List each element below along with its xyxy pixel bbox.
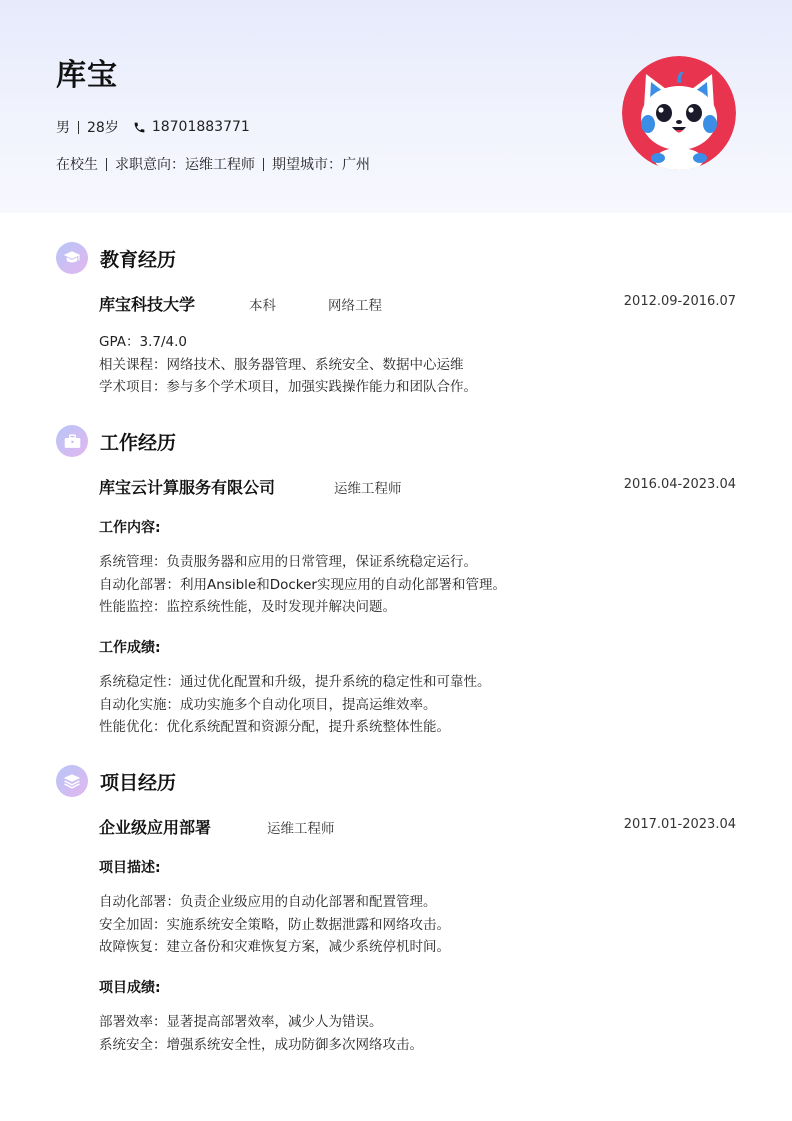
briefcase-icon: [56, 425, 88, 457]
list-item: 自动化实施：成功实施多个自动化项目，提高运维效率。: [99, 696, 437, 713]
candidate-name: 库宝: [56, 58, 118, 93]
avatar: [622, 56, 736, 170]
major: 网络工程: [328, 298, 382, 314]
list-item: 性能优化：优化系统配置和资源分配，提升系统整体性能。: [99, 719, 450, 735]
divider: [78, 121, 79, 134]
graduation-cap-icon: [56, 242, 88, 274]
work-entry-header: [99, 475, 736, 499]
age: 28岁: [87, 120, 119, 136]
list-item: 系统管理：负责服务器和应用的日常管理，保证系统稳定运行。: [99, 554, 477, 570]
school-name: 库宝科技大学: [99, 295, 196, 314]
project-results: [99, 1011, 423, 1056]
list-item: 安全加固：实施系统安全策略，防止数据泄露和网络攻击。: [99, 916, 450, 933]
list-item: GPA：3.7/4.0: [99, 334, 187, 350]
education-section-title: [56, 242, 176, 274]
work-results: [99, 671, 491, 739]
degree: 本科: [249, 298, 276, 314]
section-heading: 工作经历: [100, 431, 177, 454]
education-entry-header: [99, 292, 736, 316]
job-title: 运维工程师: [334, 481, 402, 497]
divider: [106, 158, 107, 171]
project-role: 运维工程师: [267, 821, 335, 837]
project-description-heading: 项目描述:: [99, 860, 161, 876]
project-results-heading: 项目成绩:: [99, 980, 161, 996]
work-section-title: [56, 425, 176, 457]
list-item: 系统稳定性：通过优化配置和升级，提升系统的稳定性和可靠性。: [99, 674, 491, 690]
basic-info-line: [56, 117, 250, 137]
list-item: 自动化部署：负责企业级应用的自动化部署和配置管理。: [99, 894, 437, 910]
layers-icon: [56, 765, 88, 797]
resume-header: [0, 0, 792, 213]
project-date: 2017.01-2023.04: [623, 817, 736, 832]
project-name: 企业级应用部署: [99, 818, 212, 837]
work-content: [99, 551, 506, 619]
list-item: 故障恢复：建立备份和灾难恢复方案，减少系统停机时间。: [99, 939, 450, 955]
company-name: 库宝云计算服务有限公司: [99, 478, 276, 497]
phone-number: 18701883771: [151, 119, 250, 135]
project-section-title: [56, 765, 176, 797]
list-item: 部署效率：显著提高部署效率，减少人为错误。: [99, 1014, 383, 1030]
education-details: [99, 331, 477, 399]
work-date: 2016.04-2023.04: [623, 477, 736, 492]
education-date: 2012.09-2016.07: [623, 294, 736, 309]
gender: 男: [56, 120, 70, 136]
list-item: 学术项目：参与多个学术项目，加强实践操作能力和团队合作。: [99, 379, 477, 395]
section-heading: 项目经历: [100, 771, 177, 794]
work-content-heading: 工作内容:: [99, 520, 161, 536]
project-entry-header: [99, 815, 736, 839]
expected-city: 期望城市：广州: [272, 157, 370, 173]
work-results-heading: 工作成绩:: [99, 640, 161, 656]
list-item: 性能监控：监控系统性能，及时发现并解决问题。: [99, 599, 396, 615]
list-item: 自动化部署：利用Ansible和Docker实现应用的自动化部署和管理。: [99, 576, 506, 593]
job-intent-line: [56, 154, 370, 174]
phone-icon: [133, 121, 146, 134]
list-item: 相关课程：网络技术、服务器管理、系统安全、数据中心运维: [99, 356, 464, 373]
section-heading: 教育经历: [100, 248, 177, 271]
list-item: 系统安全：增强系统安全性，成功防御多次网络攻击。: [99, 1036, 423, 1053]
project-description: [99, 891, 450, 959]
status: 在校生: [56, 157, 98, 173]
divider: [263, 158, 264, 171]
job-intent: 求职意向：运维工程师: [115, 157, 255, 173]
